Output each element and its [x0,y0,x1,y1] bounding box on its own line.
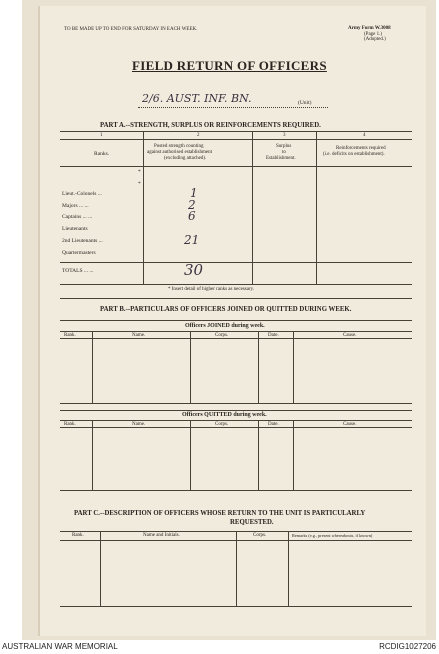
army-form-page: (Page 1.) [364,32,383,37]
part-a-footnote: * Insert detail of higher ranks as necessary. [168,287,255,292]
totals-value: 30 [184,261,204,279]
army-form-number: Army Form W.3008 [348,26,391,31]
footer-bar [0,640,439,654]
rank-row-lt-colonels: Lieut.-Colonels ... [62,191,102,197]
rank-row-quartermasters: Quartermasters [62,250,96,256]
col-header-surplus-1: Surplus [276,144,292,149]
part-c-col-rank: Rank. [72,533,84,538]
form-sheet [40,6,426,636]
posted-lt-colonels: 1 [190,186,198,200]
col-number-1: 1 [100,133,103,138]
part-b-heading: PART B.--PARTICULARS OF OFFICERS JOINED OR QUITTED DURING WEEK. [100,306,352,313]
quitted-col-corps: Corps. [215,422,229,427]
quitted-heading: Officers QUITTED during week. [182,412,267,418]
col-number-2: 2 [197,133,200,138]
posted-captains: 6 [188,209,196,223]
col-header-posted-2: against authorised establishment [147,150,212,155]
unit-handwritten: 2/6. AUST. INF. BN. [142,92,252,105]
rank-row-lieutenants: Lieutenants [62,226,88,232]
quitted-col-rank: Rank. [64,422,76,427]
part-c-heading-2: REQUESTED. [230,519,274,526]
rank-row-majors: Majors ... ... [62,203,89,209]
part-a-heading: PART A.--STRENGTH, SURPLUS OR REINFORCEMENTS REQUIRED. [100,122,321,129]
totals-label: TOTALS ... ... [62,268,94,274]
form-title: FIELD RETURN OF OFFICERS [132,58,327,73]
col-header-reinf-2: (i.e. deficits on establishment). [323,152,385,157]
rank-row-captains: Captains ... ... [62,214,93,220]
joined-col-name: Name. [132,333,146,338]
col-header-posted-1: Posted strength counting [154,144,204,149]
part-c-col-name: Name and Initials. [143,533,180,538]
joined-col-date: Date. [268,333,279,338]
col-header-surplus-2: to [282,150,286,155]
part-c-col-remarks: Remarks (e.g., present whereabouts, if known) [292,533,373,538]
col-header-ranks: Ranks. [94,151,110,157]
quitted-col-date: Date. [268,422,279,427]
rank-row-2nd-lieutenants: 2nd Lieutenants ... [62,238,103,244]
rank-row-star-2: * [138,181,141,187]
footer-source: AUSTRALIAN WAR MEMORIAL [2,642,118,651]
unit-label: (Unit) [298,100,312,106]
quitted-col-name: Name. [132,422,146,427]
joined-col-cause: Cause. [343,333,357,338]
col-header-reinf-1: Reinforcements required [336,146,386,151]
posted-2nd-lieutenants: 21 [184,233,200,247]
col-header-posted-3: (excluding attached). [164,156,207,161]
joined-col-rank: Rank. [64,333,76,338]
army-form-adopted: (Adopted.) [364,37,386,42]
footer-id: RCDIG1027206 [379,642,436,651]
top-note: TO BE MADE UP TO END FOR SATURDAY IN EACH WEEK. [64,27,198,32]
col-number-3: 3 [283,133,286,138]
posted-majors: 2 [188,198,196,212]
joined-col-corps: Corps. [215,333,229,338]
part-c-heading-1: PART C.--DESCRIPTION OF OFFICERS WHOSE RETURN TO THE UNIT IS PARTICULARLY [74,510,366,517]
col-header-surplus-3: Establishment. [266,156,296,161]
joined-heading: Officers JOINED during week. [185,323,265,329]
col-number-4: 4 [363,133,366,138]
unit-line [138,107,328,108]
quitted-col-cause: Cause. [343,422,357,427]
part-c-col-corps: Corps. [253,533,267,538]
rank-row-star-1: * [138,169,141,175]
